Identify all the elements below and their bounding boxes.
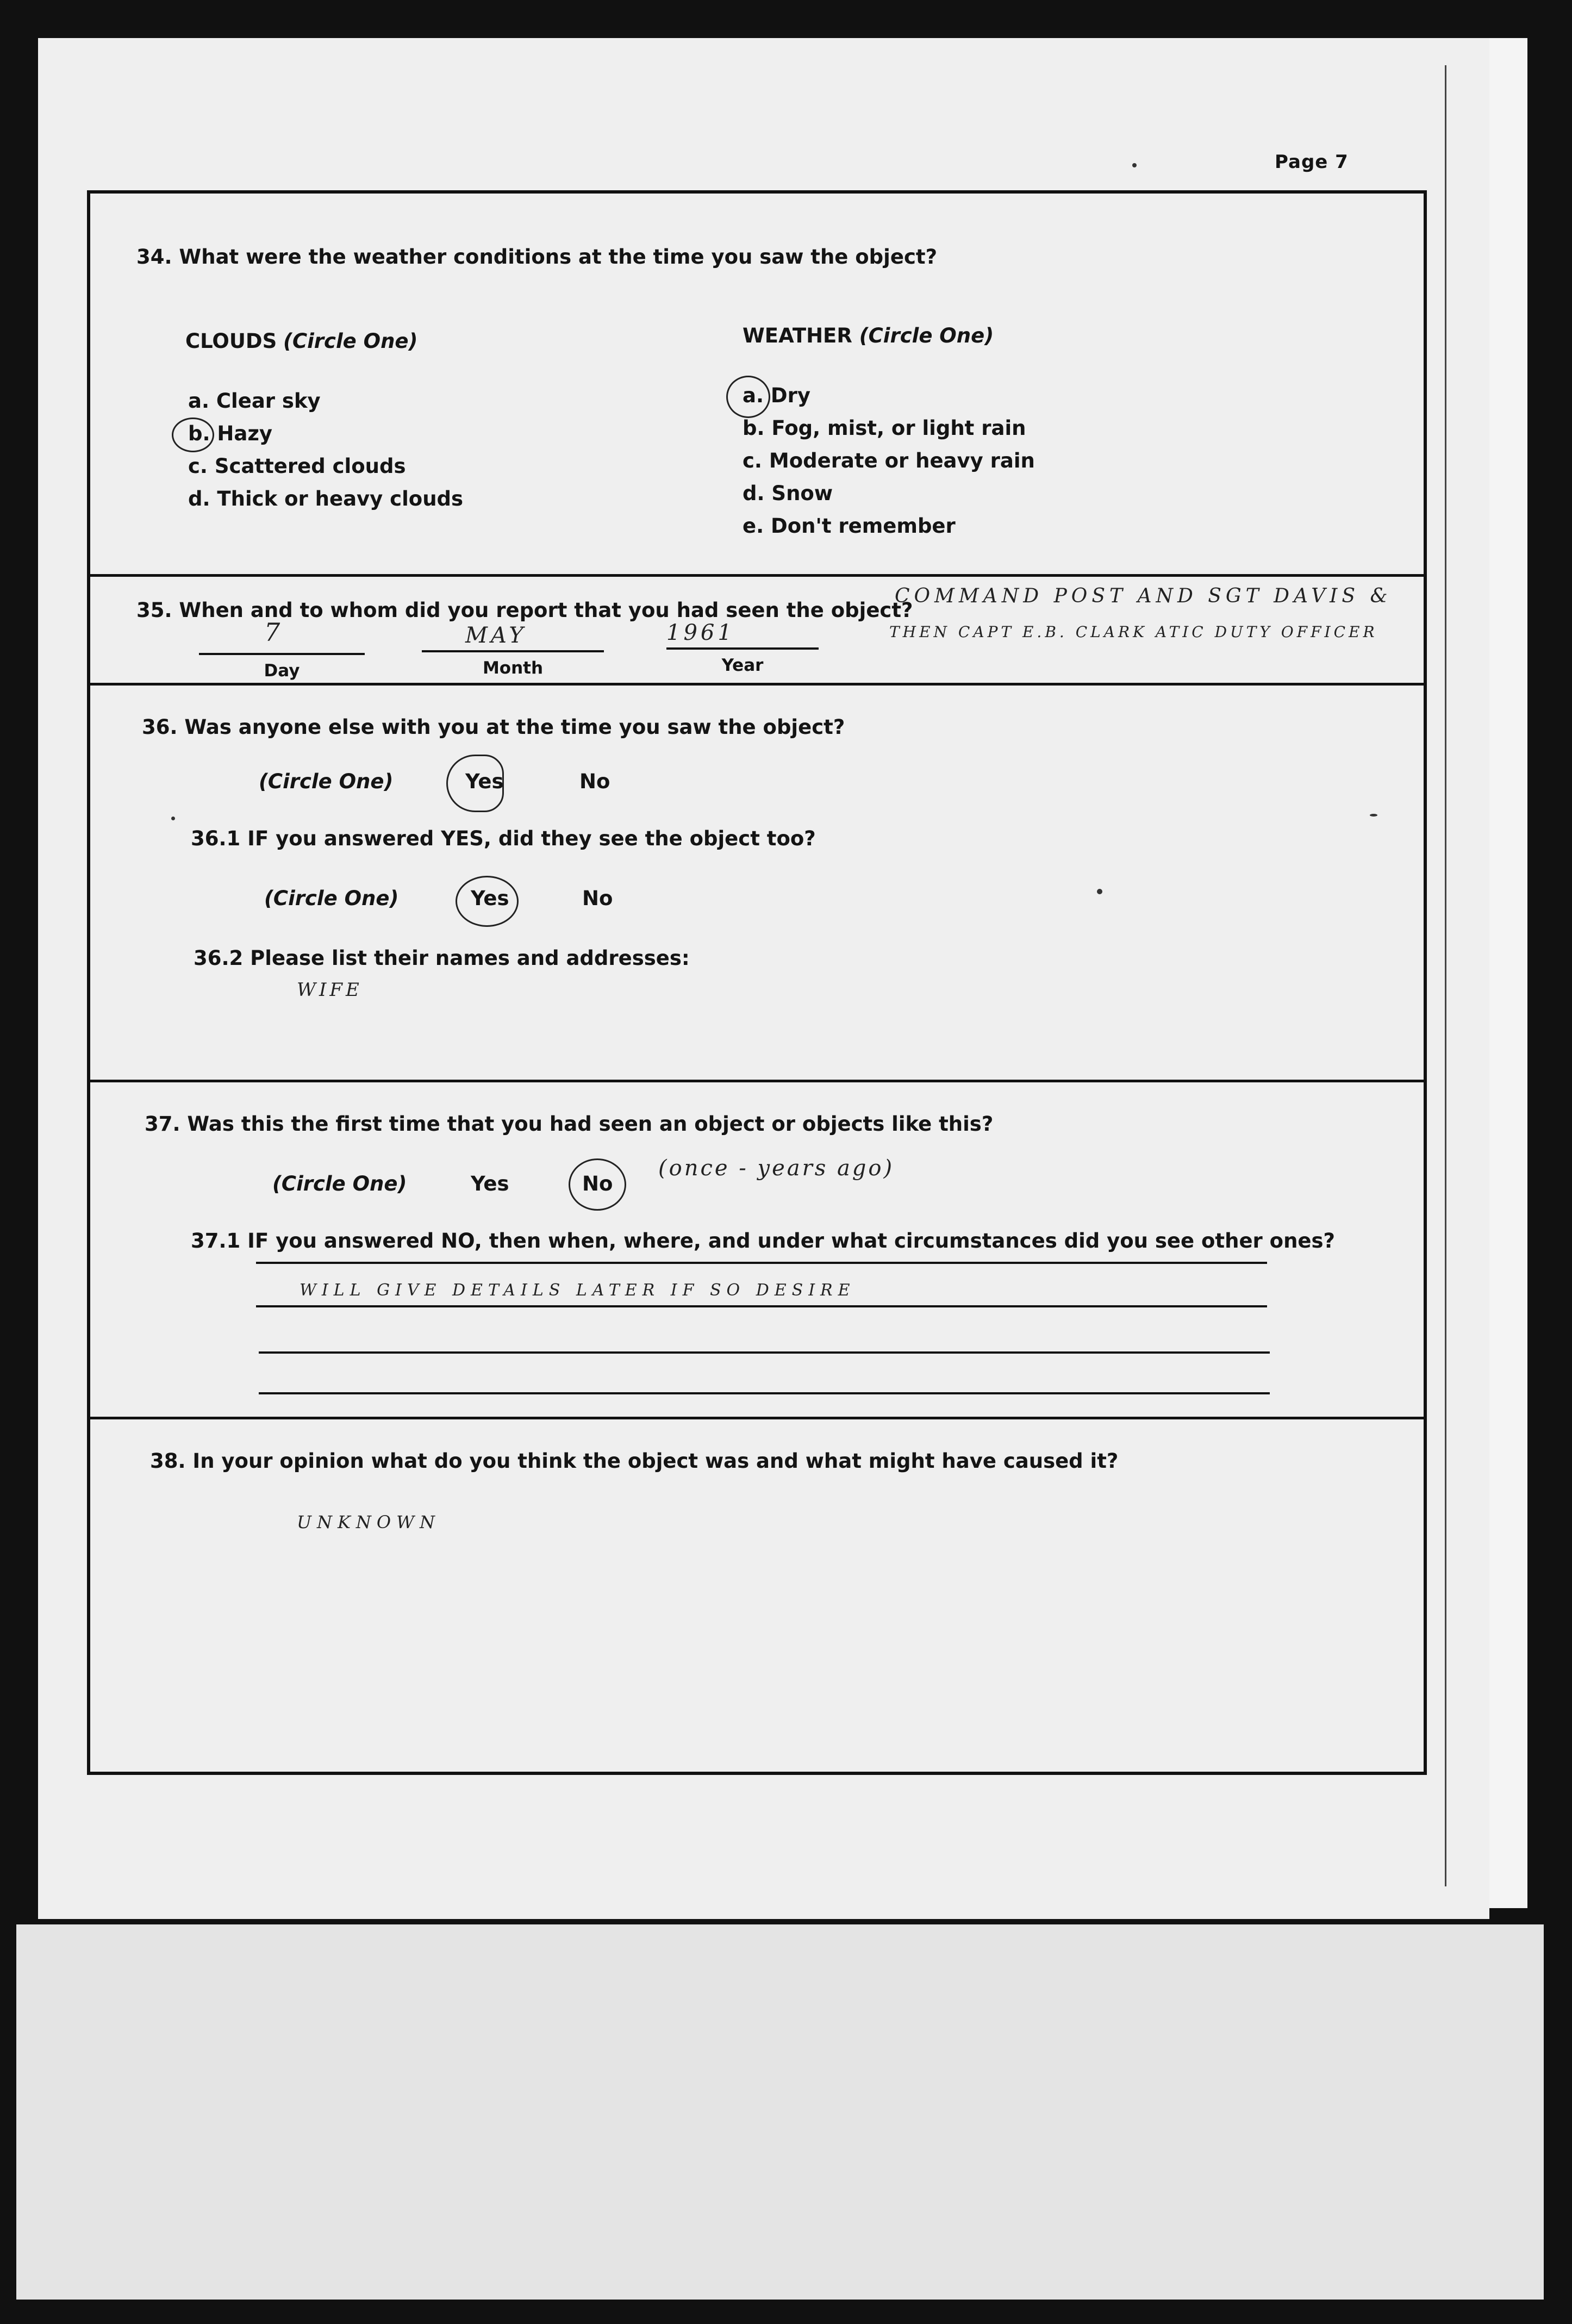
answer-line [259,1392,1270,1394]
q38-answer: UNKNOWN [297,1512,440,1532]
weather-option-c[interactable]: c. Moderate or heavy rain [743,449,1035,472]
selection-circle-icon [569,1158,626,1211]
question-37-text: 37. Was this the first time that you had seen an object or objects like this? [145,1112,994,1136]
companion-names-answer: WIFE [297,979,363,1001]
report-recipient-line-2: THEN CAPT E.B. CLARK ATIC DUTY OFFICER [889,623,1378,641]
day-underline [199,653,365,655]
selection-circle-icon [446,755,504,812]
background-sheet [16,1924,1544,2300]
year-caption: Year [721,656,764,675]
clouds-option-b[interactable]: b. Hazy [188,422,273,445]
clouds-heading: CLOUDS (Circle One) [185,329,418,353]
clouds-option-c[interactable]: c. Scattered clouds [188,454,406,478]
month-caption: Month [482,658,544,678]
q37-handwritten-note: (once - years ago) [658,1156,895,1181]
section-divider [90,1417,1424,1419]
question-36-2-text: 36.2 Please list their names and addresses: [194,946,690,970]
questionnaire-form [87,190,1427,1775]
q36-1-no-option[interactable]: No [582,887,613,910]
question-38-text: 38. In your opinion what do you think the object was and what might have caused it? [150,1449,1119,1473]
q37-yes-option[interactable]: Yes [471,1172,509,1195]
page-edge [1489,38,1527,1908]
day-caption: Day [264,661,300,681]
weather-option-d[interactable]: d. Snow [743,482,833,505]
clouds-option-d[interactable]: d. Thick or heavy clouds [188,487,464,510]
q36-yes-option[interactable]: Yes [465,770,504,793]
q36-1-instruction: (Circle One) [264,887,399,910]
section-divider [90,574,1424,577]
weather-option-a[interactable]: a. Dry [743,384,810,407]
question-36-text: 36. Was anyone else with you at the time you saw the object? [142,715,845,739]
q36-no-option[interactable]: No [579,770,610,793]
question-34-text: 34. What were the weather conditions at the time you saw the object? [136,245,938,269]
report-year-value: 1961 [666,620,735,645]
report-day-value: 7 [264,618,284,647]
weather-heading: WEATHER (Circle One) [743,324,994,347]
weather-option-b[interactable]: b. Fog, mist, or light rain [743,416,1026,440]
page-number: Page 7 [1275,151,1349,173]
question-35-text: 35. When and to whom did you report that you had seen the object? [136,599,913,622]
q37-no-option[interactable]: No [582,1172,613,1195]
selection-circle-icon [172,418,214,452]
report-recipient-line-1: COMMAND POST AND SGT DAVIS & [895,585,1392,607]
scan-speck [1132,163,1137,167]
selection-circle-icon [456,876,519,927]
q37-instruction: (Circle One) [272,1172,407,1195]
clouds-option-a[interactable]: a. Clear sky [188,389,321,413]
year-underline [666,647,819,650]
page-fold-line [1445,65,1446,1886]
selection-circle-icon [726,376,770,418]
answer-line [256,1262,1267,1264]
month-underline [422,650,604,652]
q37-1-answer: WILL GIVE DETAILS LATER IF SO DESIRE [300,1281,856,1300]
question-36-1-text: 36.1 IF you answered YES, did they see the object too? [191,827,816,850]
q36-1-yes-option[interactable]: Yes [471,887,509,910]
section-divider [90,683,1424,686]
question-37-1-text: 37.1 IF you answered NO, then when, where, and under what circumstances did you see other ones? [191,1229,1336,1253]
section-divider [90,1080,1424,1082]
answer-line [259,1351,1270,1354]
weather-option-e[interactable]: e. Don't remember [743,514,956,538]
report-month-value: MAY [465,623,527,648]
answer-line [256,1305,1267,1307]
q36-instruction: (Circle One) [259,770,394,793]
